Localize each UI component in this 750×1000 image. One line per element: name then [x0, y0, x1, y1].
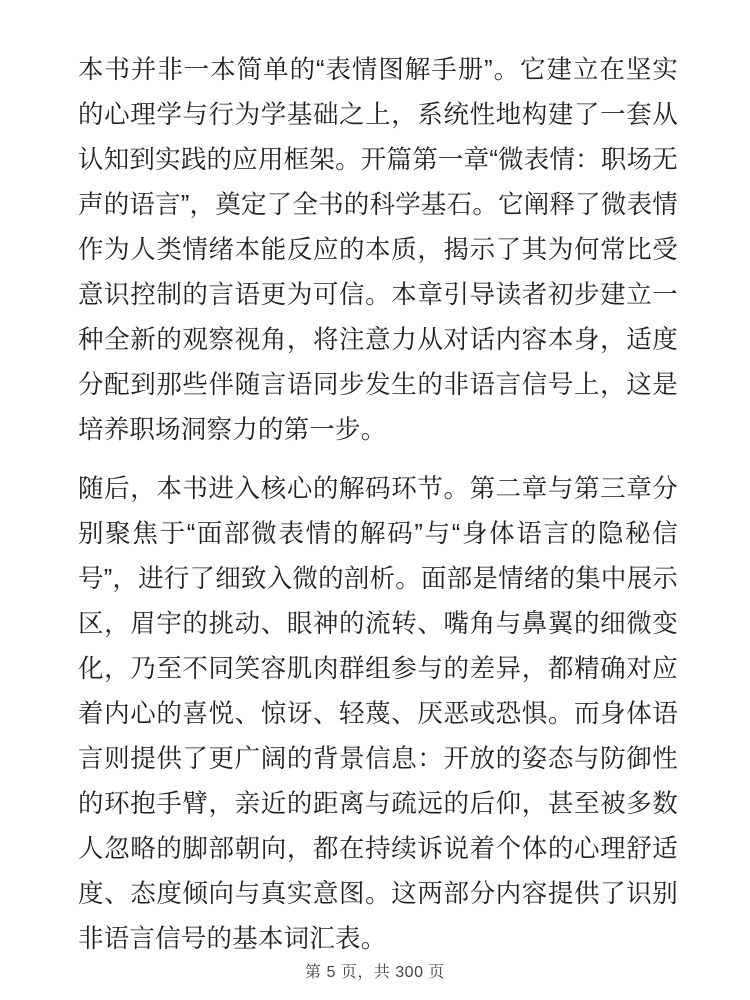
page-footer [0, 959, 750, 982]
paragraph-2: 随后，本书进入核心的解码环节。第二章与第三章分别聚焦于“面部微表情的解码”与“身体语言的隐秘信号”，进行了细致入微的剖析。面部是情绪的集中展示区，眉宇的挑动、眼神的流转、嘴角与鼻翼的细微变化，乃至不同笑容肌肉群组参与的差异，都精确对应着内心的喜悦、惊讶、轻蔑、厌恶或恐惧。而身体语言则提供了更广阔的背景信息：开放的姿态与防御性的环抱手臂，亲近的距离与疏远的后仰，甚至被多数人忽略的脚部朝向，都在持续诉说着个体的心理舒适度、态度倾向与真实意图。这两部分内容提供了识别非语言信号的基本词汇表。 [78, 475, 678, 953]
document-body [78, 48, 678, 1000]
paragraph-1: 本书并非一本简单的“表情图解手册”。它建立在坚实的心理学与行为学基础之上，系统性地构建了一套从认知到实践的应用框架。开篇第一章“微表情：职场无声的语言”，奠定了全书的科学基石。它阐释了微表情作为人类情绪本能反应的本质，揭示了其为何常比受意识控制的言语更为可信。本章引导读者初步建立一种全新的观察视角，将注意力从对话内容本身，适度分配到那些伴随言语同步发生的非语言信号上，这是培养职场洞察力的第一步。 [78, 56, 678, 444]
page-number-label: 第 5 页，共 300 页 [305, 964, 445, 981]
